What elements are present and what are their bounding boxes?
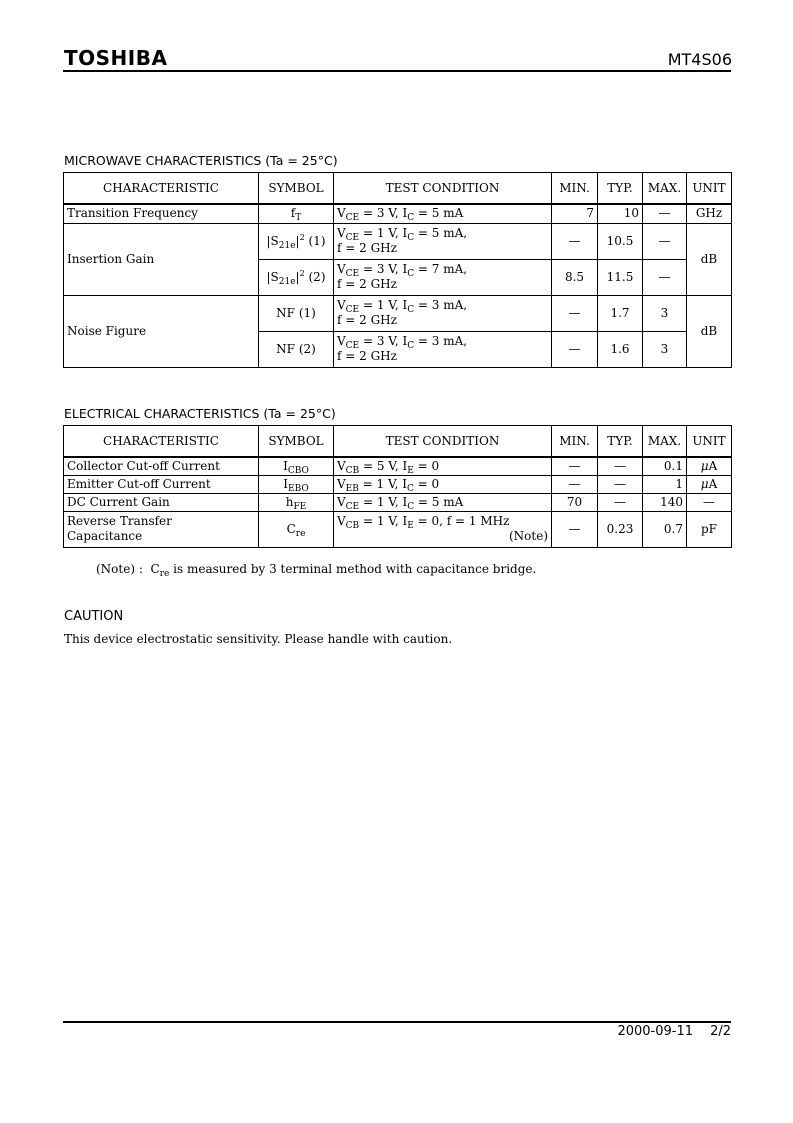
caution-title: CAUTION <box>64 609 124 624</box>
condition-cell: $V_{CE} = 3$ V, $I_C = 7$ mA, f = 2 GHz <box>334 259 552 295</box>
header-typ: TYP. <box>598 173 643 205</box>
header-characteristic: CHARACTERISTIC <box>64 173 259 205</box>
header-rule <box>63 70 731 72</box>
condition-cell: $V_{CE} = 1$ V, $I_C = 5$ mA, f = 2 GHz <box>334 223 552 259</box>
condition-cell: $V_{CE} = 3$ V, $I_C = 3$ mA, f = 2 GHz <box>334 331 552 367</box>
min-cell: 70 <box>552 493 598 511</box>
typ-cell: — <box>598 457 643 475</box>
min-cell: — <box>552 331 598 367</box>
typ-cell: 1.7 <box>598 295 643 331</box>
condition-cell: $V_{CB} = 5$ V, $I_E = 0$ <box>334 457 552 475</box>
table-row <box>64 295 732 331</box>
typ-cell: — <box>598 493 643 511</box>
max-cell: — <box>643 223 687 259</box>
electrical-section-title: ELECTRICAL CHARACTERISTICS (Ta = 25°C) <box>64 406 336 421</box>
characteristic-cell: Insertion Gain <box>64 223 259 295</box>
characteristic-cell: Emitter Cut-off Current <box>64 475 259 493</box>
unit-cell: dB <box>687 223 732 295</box>
symbol-cell: $I_{CBO}$ <box>259 457 334 475</box>
min-cell: — <box>552 223 598 259</box>
header-unit: UNIT <box>687 173 732 205</box>
max-cell: — <box>643 259 687 295</box>
min-cell: — <box>552 295 598 331</box>
condition-cell: $V_{CE} = 3$ V, $I_C = 5$ mA <box>334 204 552 223</box>
min-cell: 7 <box>552 204 598 223</box>
max-cell: 0.7 <box>643 511 687 547</box>
symbol-cell: NF (1) <box>259 295 334 331</box>
table-row <box>64 475 732 493</box>
typ-cell: 11.5 <box>598 259 643 295</box>
condition-cell: $V_{CE} = 1$ V, $I_C = 5$ mA <box>334 493 552 511</box>
unit-cell: pF <box>687 511 732 547</box>
condition-cell: $V_{CB} = 1$ V, $I_E = 0$, f = 1 MHz (Note) <box>334 511 552 547</box>
table-note: (Note) : $C_{re}$ is measured by 3 terminal method with capacitance bridge. <box>96 562 537 579</box>
typ-cell: 10 <box>598 204 643 223</box>
unit-cell: GHz <box>687 204 732 223</box>
characteristic-cell: Transition Frequency <box>64 204 259 223</box>
symbol-cell: $h_{FE}$ <box>259 493 334 511</box>
symbol-cell: $|S_{21e}|^2$ (1) <box>259 223 334 259</box>
header-typ: TYP. <box>598 426 643 458</box>
max-cell: 0.1 <box>643 457 687 475</box>
brand-logo: TOSHIBA <box>64 46 168 70</box>
microwave-section-title: MICROWAVE CHARACTERISTICS (Ta = 25°C) <box>64 153 338 168</box>
header-characteristic: CHARACTERISTIC <box>64 426 259 458</box>
table-row <box>64 223 732 259</box>
table-header-row <box>64 426 732 458</box>
unit-cell: μA <box>687 457 732 475</box>
unit-cell: — <box>687 493 732 511</box>
part-number: MT4S06 <box>667 50 732 69</box>
electrical-table <box>63 425 732 548</box>
header-unit: UNIT <box>687 426 732 458</box>
typ-cell: 0.23 <box>598 511 643 547</box>
min-cell: — <box>552 475 598 493</box>
typ-cell: 10.5 <box>598 223 643 259</box>
table-header-row <box>64 173 732 205</box>
symbol-cell: $|S_{21e}|^2$ (2) <box>259 259 334 295</box>
max-cell: — <box>643 204 687 223</box>
symbol-cell: NF (2) <box>259 331 334 367</box>
min-cell: 8.5 <box>552 259 598 295</box>
max-cell: 3 <box>643 295 687 331</box>
characteristic-cell: DC Current Gain <box>64 493 259 511</box>
symbol-cell: $C_{re}$ <box>259 511 334 547</box>
header-min: MIN. <box>552 173 598 205</box>
header-max: MAX. <box>643 173 687 205</box>
min-cell: — <box>552 457 598 475</box>
max-cell: 1 <box>643 475 687 493</box>
characteristic-cell: Noise Figure <box>64 295 259 367</box>
max-cell: 3 <box>643 331 687 367</box>
header-symbol: SYMBOL <box>259 426 334 458</box>
symbol-cell: $I_{EBO}$ <box>259 475 334 493</box>
table-row <box>64 204 732 223</box>
table-row <box>64 511 732 547</box>
header-min: MIN. <box>552 426 598 458</box>
unit-cell: dB <box>687 295 732 367</box>
typ-cell: — <box>598 475 643 493</box>
header-test-condition: TEST CONDITION <box>334 173 552 205</box>
footer-rule <box>63 1021 731 1023</box>
min-cell: — <box>552 511 598 547</box>
microwave-table <box>63 172 732 368</box>
typ-cell: 1.6 <box>598 331 643 367</box>
footer-date: 2000-09-11 <box>617 1024 693 1039</box>
unit-cell: μA <box>687 475 732 493</box>
condition-cell: $V_{CE} = 1$ V, $I_C = 3$ mA, f = 2 GHz <box>334 295 552 331</box>
header-test-condition: TEST CONDITION <box>334 426 552 458</box>
header-max: MAX. <box>643 426 687 458</box>
header-symbol: SYMBOL <box>259 173 334 205</box>
condition-cell: $V_{EB} = 1$ V, $I_C = 0$ <box>334 475 552 493</box>
table-row <box>64 457 732 475</box>
characteristic-cell: Collector Cut-off Current <box>64 457 259 475</box>
table-row <box>64 493 732 511</box>
max-cell: 140 <box>643 493 687 511</box>
characteristic-cell: Reverse Transfer Capacitance <box>64 511 259 547</box>
caution-text: This device electrostatic sensitivity. Please handle with caution. <box>64 632 453 646</box>
symbol-cell: $f_T$ <box>259 204 334 223</box>
page-number: 2/2 <box>710 1024 731 1039</box>
